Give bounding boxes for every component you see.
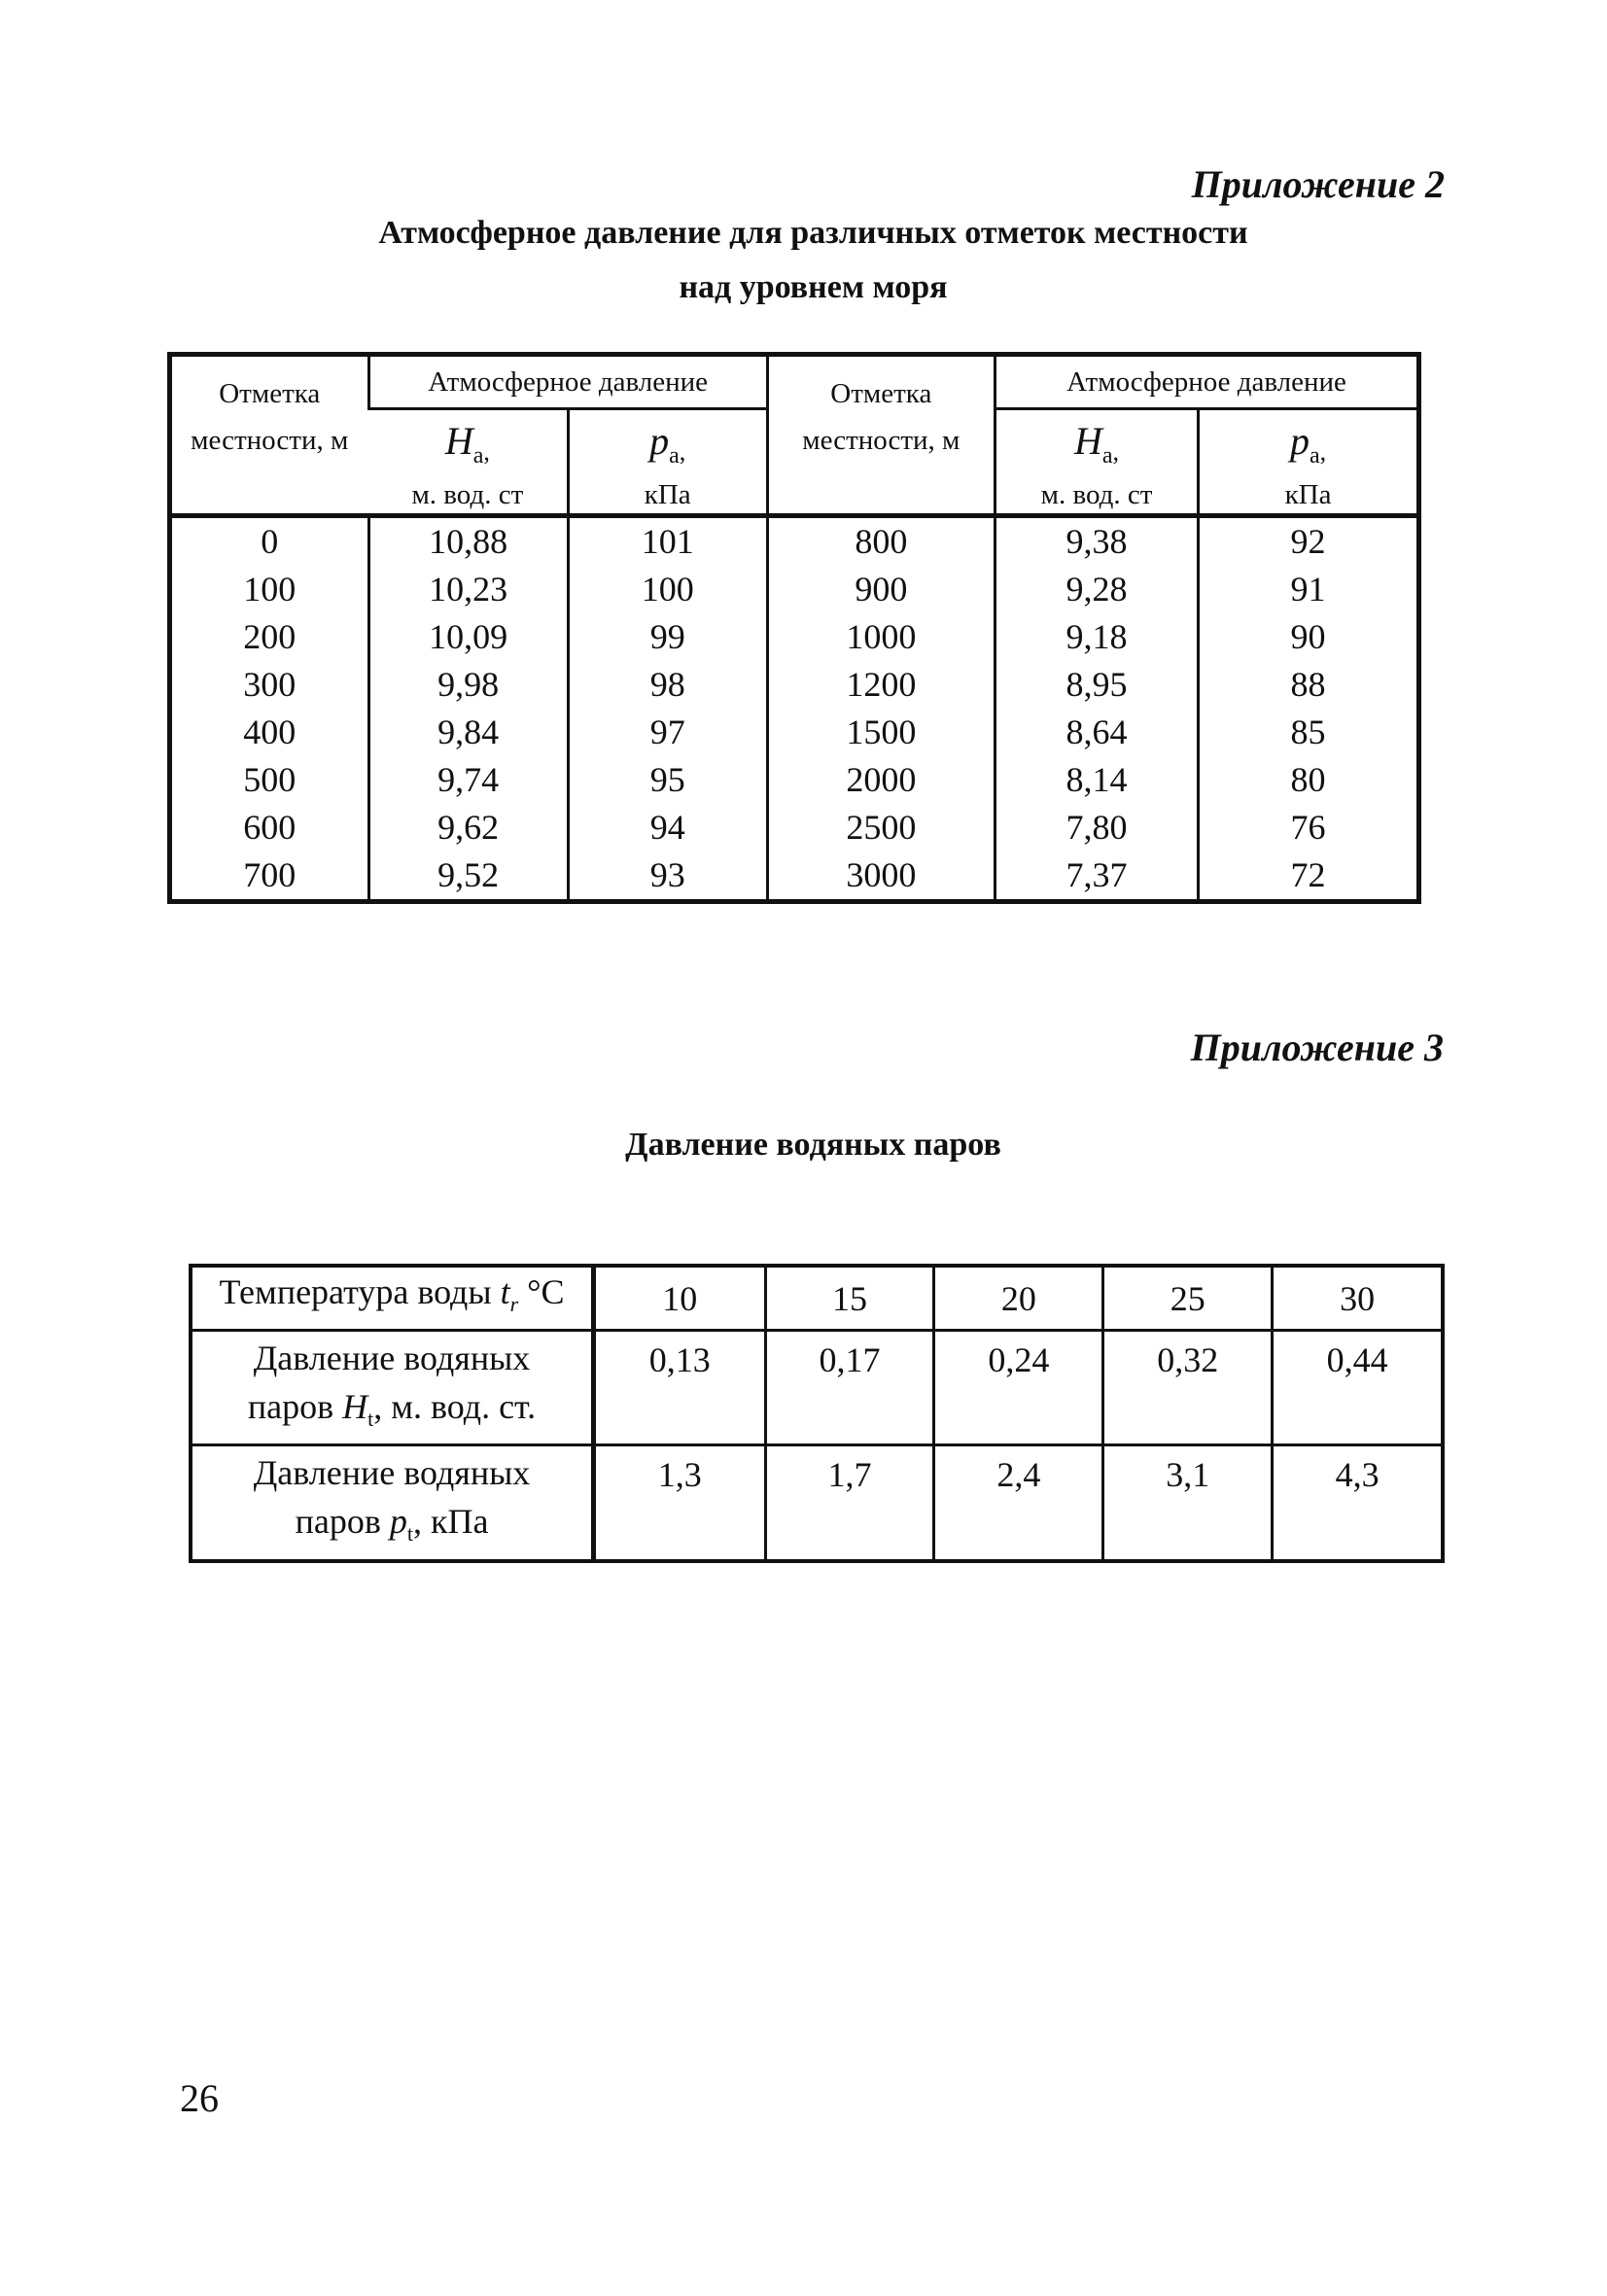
cell-H: 9,98 (368, 661, 568, 709)
cell-temperature: 20 (934, 1266, 1103, 1331)
cell-elevation: 1500 (767, 709, 995, 756)
cell-p: 95 (568, 756, 767, 804)
cell-H: 8,95 (995, 661, 1198, 709)
cell-H: 10,09 (368, 613, 568, 661)
cell-H: 9,74 (368, 756, 568, 804)
cell-vapor-head: 0,44 (1273, 1331, 1443, 1445)
cell-p: 91 (1199, 566, 1419, 613)
cell-H: 7,37 (995, 852, 1198, 902)
cell-H: 8,64 (995, 709, 1198, 756)
cell-vapor-pressure: 2,4 (934, 1445, 1103, 1561)
cell-temperature: 30 (1273, 1266, 1443, 1331)
water-vapor-pressure-table (189, 1264, 1445, 1563)
cell-elevation: 0 (170, 516, 369, 567)
cell-elevation: 300 (243, 665, 297, 704)
cell-elevation: 900 (767, 566, 995, 613)
header-p-left: $p_a$, (568, 409, 767, 477)
table-row (191, 1445, 1443, 1561)
cell-H: 8,14 (995, 756, 1198, 804)
cell-H: 9,18 (995, 613, 1198, 661)
header-p-right: $p_a$, (1199, 409, 1419, 477)
table-row (191, 1266, 1443, 1331)
cell-H: 9,84 (368, 709, 568, 756)
cell-elevation: 600 (243, 808, 297, 847)
cell-H: 9,62 (368, 804, 568, 852)
cell-p: 101 (568, 516, 767, 567)
header-H-unit-left: м. вод. ст (411, 478, 524, 510)
cell-p: 100 (568, 566, 767, 613)
cell-elevation: 800 (767, 516, 995, 567)
header-H-left: $H_a$, (368, 409, 568, 477)
cell-vapor-pressure: 1,7 (765, 1445, 934, 1561)
cell-elevation: 1000 (767, 613, 995, 661)
table-row (170, 661, 1419, 709)
table-1-title (0, 206, 1607, 315)
cell-elevation: 2500 (767, 804, 995, 852)
cell-p: 97 (568, 709, 767, 756)
table-row (191, 1331, 1443, 1445)
cell-p: 94 (568, 804, 767, 852)
cell-elevation: 500 (243, 760, 297, 799)
header-H-right: $H_a$, (995, 409, 1198, 477)
cell-elevation: 200 (243, 617, 297, 656)
table-row (170, 709, 1419, 756)
cell-elevation: 400 (243, 713, 297, 751)
header-pressure-group-left: Атмосферное давление (368, 355, 767, 409)
header-p-unit-left: кПа (568, 476, 767, 516)
row-label-vapor-pressure: Давление водяных паров $p_t$, кПа (191, 1445, 594, 1561)
header-pressure-group-right: Атмосферное давление (995, 355, 1418, 409)
cell-p: 90 (1199, 613, 1419, 661)
table-row (170, 613, 1419, 661)
cell-vapor-head: 0,24 (934, 1331, 1103, 1445)
page-number: 26 (180, 2076, 219, 2120)
cell-H: 9,52 (368, 852, 568, 902)
appendix-2-label: Приложение 2 (1191, 162, 1445, 206)
cell-p: 98 (568, 661, 767, 709)
table-row (170, 852, 1419, 902)
cell-elevation: 100 (243, 570, 297, 609)
cell-temperature: 25 (1103, 1266, 1273, 1331)
header-H-unit-right: м. вод. ст (995, 476, 1198, 516)
appendix-3-label: Приложение 3 (1190, 1026, 1444, 1069)
cell-vapor-head: 0,17 (765, 1331, 934, 1445)
cell-vapor-pressure: 3,1 (1103, 1445, 1273, 1561)
cell-vapor-head: 0,32 (1103, 1331, 1273, 1445)
cell-H: 9,38 (995, 516, 1198, 567)
table-2-title: Давление водяных паров (625, 1127, 1001, 1163)
cell-elevation: 700 (243, 855, 297, 894)
cell-elevation: 2000 (767, 756, 995, 804)
cell-H: 9,28 (995, 566, 1198, 613)
table-row (170, 756, 1419, 804)
cell-H: 7,80 (995, 804, 1198, 852)
cell-vapor-pressure: 1,3 (594, 1445, 766, 1561)
cell-p: 85 (1199, 709, 1419, 756)
cell-temperature: 10 (594, 1266, 766, 1331)
row-label-temperature: Температура воды $t_r$ °С (191, 1266, 594, 1331)
table-row (170, 516, 1419, 567)
header-elevation-left: Отметка местности, м (191, 378, 349, 456)
header-elevation-right: Отметка местности, м (767, 355, 995, 516)
cell-p: 72 (1199, 852, 1419, 902)
cell-p: 88 (1199, 661, 1419, 709)
cell-p: 93 (568, 852, 767, 902)
table-1-title-line-2: над уровнем моря (679, 269, 948, 305)
cell-H: 10,88 (368, 516, 568, 567)
table-row (170, 804, 1419, 852)
cell-elevation: 3000 (767, 852, 995, 902)
cell-vapor-pressure: 4,3 (1273, 1445, 1443, 1561)
cell-p: 76 (1199, 804, 1419, 852)
cell-vapor-head: 0,13 (594, 1331, 766, 1445)
cell-elevation: 1200 (767, 661, 995, 709)
cell-H: 10,23 (368, 566, 568, 613)
cell-p: 92 (1199, 516, 1419, 567)
cell-p: 99 (568, 613, 767, 661)
table-row (170, 566, 1419, 613)
row-label-vapor-head: Давление водяных паров $H_t$, м. вод. ст. (191, 1331, 594, 1445)
cell-temperature: 15 (765, 1266, 934, 1331)
cell-p: 80 (1199, 756, 1419, 804)
table-1-title-line-1: Атмосферное давление для различных отметок местности (378, 215, 1248, 251)
header-p-unit-right: кПа (1199, 476, 1419, 516)
atmospheric-pressure-table (167, 352, 1421, 904)
